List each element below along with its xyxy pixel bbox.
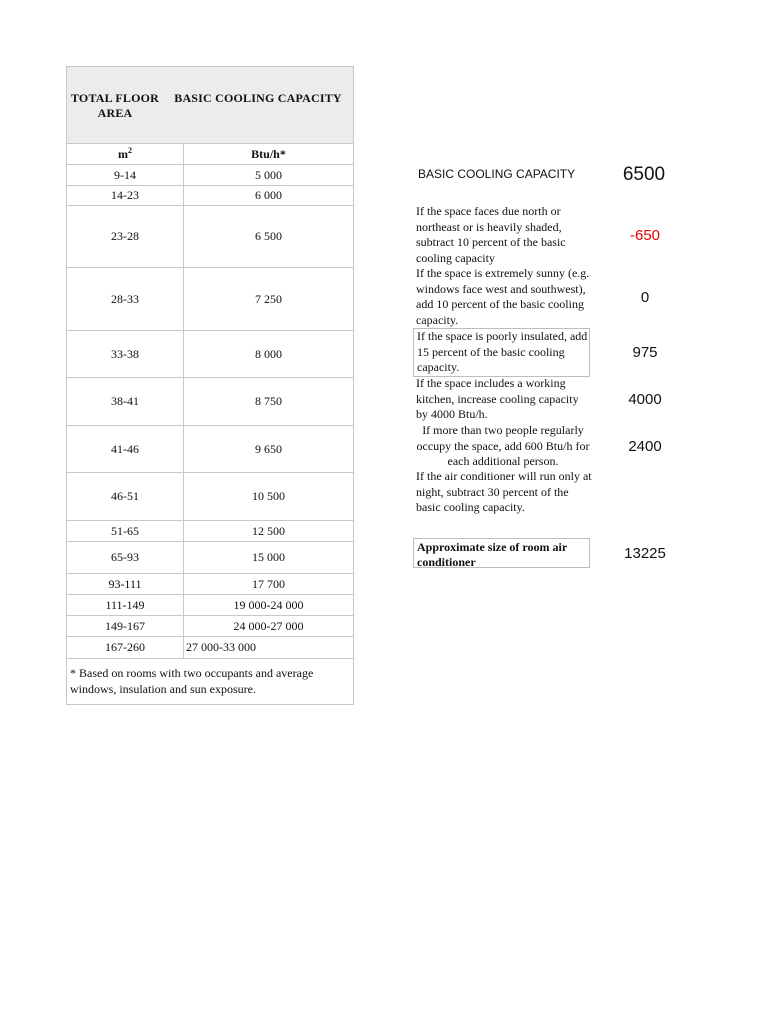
header-basic-cooling-capacity: BASIC COOLING CAPACITY xyxy=(174,91,342,105)
table-row: 28-33 7 250 xyxy=(67,268,353,331)
units-row xyxy=(67,144,353,165)
table-row: 93-111 17 700 xyxy=(67,574,353,595)
adjustment-people-text: If more than two people regularly occupy the space, add 600 Btu/h for each additional person. xyxy=(416,423,590,468)
adjustment-people-value: 2400 xyxy=(628,438,662,455)
table-row: 38-41 8 750 xyxy=(67,378,353,426)
table-row: 51-65 12 500 xyxy=(67,521,353,542)
header-total-floor-area: TOTAL FLOOR AREA xyxy=(70,91,160,120)
table-row: 41-46 9 650 xyxy=(67,426,353,473)
adjustment-sunny-text: If the space is extremely sunny (e.g. windows face west and southwest), add 10 percent of the basic cooling capacity. xyxy=(416,266,590,327)
table-row: 111-149 19 000-24 000 xyxy=(67,595,353,616)
adjustment-sunny-value: 0 xyxy=(640,289,650,306)
table-row: 46-51 10 500 xyxy=(67,473,353,521)
basic-cooling-capacity-label: BASIC COOLING CAPACITY xyxy=(418,167,576,181)
units-capacity: Btu/h* xyxy=(251,146,286,161)
table-row: 14-23 6 000 xyxy=(67,186,353,206)
table-row: 65-93 15 000 xyxy=(67,542,353,574)
units-area: m $^2$ xyxy=(67,144,184,164)
table-row: 149-167 24 000-27 000 xyxy=(67,616,353,637)
cooling-capacity-table xyxy=(66,66,354,705)
adjustment-north-shaded-value: -650 xyxy=(629,227,661,244)
adjustment-insulation-text: If the space is poorly insulated, add 15 percent of the basic cooling capacity. xyxy=(413,328,590,377)
result-label: Approximate size of room air conditioner xyxy=(413,538,590,568)
adjustment-insulation-value: 975 xyxy=(632,344,658,361)
table-row: 167-260 27 000-33 000 xyxy=(67,637,353,659)
adjustment-kitchen-value: 4000 xyxy=(628,391,662,408)
basic-cooling-capacity-value: 6500 xyxy=(622,164,666,185)
table-row: 9-14 5 000 xyxy=(67,165,353,186)
adjustment-north-shaded-text: If the space faces due north or northeast or is heavily shaded, subtract 10 percent of the basic cooling capacity xyxy=(416,204,566,265)
table-row: 23-28 6 500 xyxy=(67,206,353,268)
adjustment-night-text: If the air conditioner will run only at night, subtract 30 percent of the basic cooling capacity. xyxy=(416,469,592,514)
result-value: 13225 xyxy=(624,545,666,562)
table-row: 33-38 8 000 xyxy=(67,331,353,378)
table-footnote: * Based on rooms with two occupants and average windows, insulation and sun exposure. xyxy=(70,666,314,696)
table-header xyxy=(67,67,353,144)
adjustment-kitchen-text: If the space includes a working kitchen, increase cooling capacity by 4000 Btu/h. xyxy=(416,376,579,421)
